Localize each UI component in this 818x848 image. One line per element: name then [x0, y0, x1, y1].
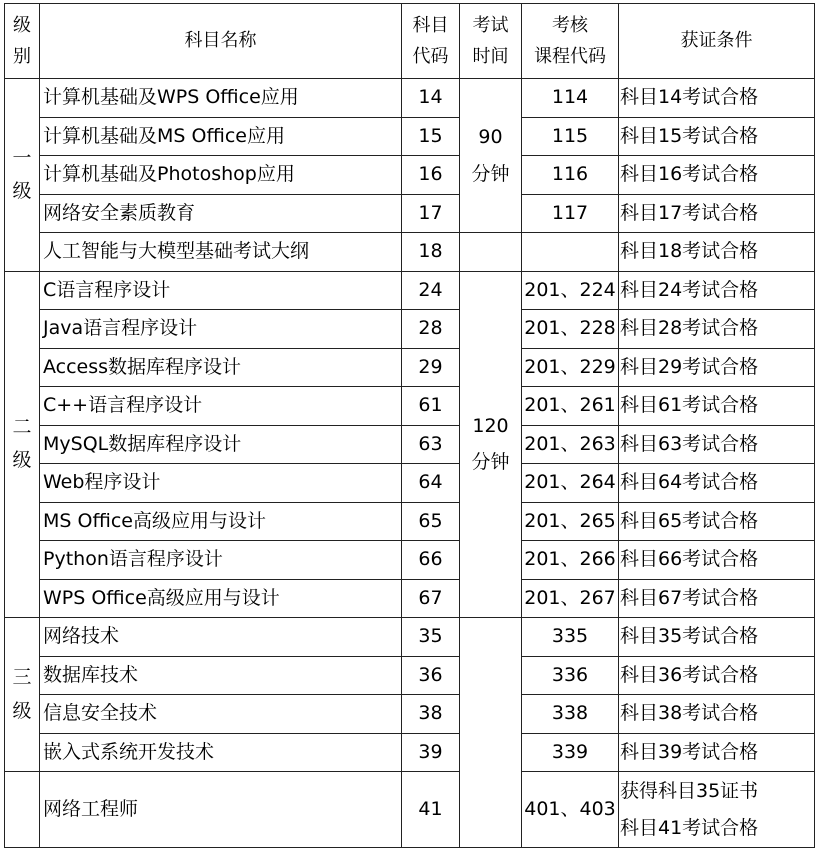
table-row: [5, 425, 815, 464]
subject-code: 64: [402, 464, 460, 503]
table-row: [5, 348, 815, 387]
certificate-condition: 科目64考试合格: [619, 464, 815, 503]
subject-code: 36: [402, 656, 460, 695]
subject-name: MS Office高级应用与设计: [40, 502, 402, 541]
course-code: 401、403: [522, 772, 619, 848]
subject-code: 24: [402, 271, 460, 310]
subject-code: 14: [402, 79, 460, 118]
subject-name: Web程序设计: [40, 464, 402, 503]
header-subject-name: 科目名称: [40, 4, 402, 79]
header-exam-time: 考试 时间: [460, 4, 522, 79]
certificate-condition: 科目28考试合格: [619, 310, 815, 349]
course-code: 201、264: [522, 464, 619, 503]
course-code: 114: [522, 79, 619, 118]
header-row: [5, 4, 815, 79]
subject-name: C++语言程序设计: [40, 387, 402, 426]
course-code: 117: [522, 194, 619, 233]
course-code: 201、228: [522, 310, 619, 349]
subject-name: WPS Office高级应用与设计: [40, 579, 402, 618]
table-row: [5, 79, 815, 118]
subject-name: Access数据库程序设计: [40, 348, 402, 387]
subject-name: 网络技术: [40, 618, 402, 657]
exam-time-cell-3: [460, 618, 522, 848]
table-row: [5, 156, 815, 195]
header-subject-code: 科目 代码: [402, 4, 460, 79]
course-code: 201、267: [522, 579, 619, 618]
subject-name: 人工智能与大模型基础考试大纲: [40, 233, 402, 272]
course-code: 339: [522, 733, 619, 772]
table-row: [5, 695, 815, 734]
subject-name: 数据库技术: [40, 656, 402, 695]
certificate-condition: 科目63考试合格: [619, 425, 815, 464]
course-code: 201、263: [522, 425, 619, 464]
course-code: [522, 233, 619, 272]
subject-code: 61: [402, 387, 460, 426]
course-code: 338: [522, 695, 619, 734]
subject-code: 15: [402, 117, 460, 156]
course-code: 201、224: [522, 271, 619, 310]
subject-name: C语言程序设计: [40, 271, 402, 310]
subject-name: Python语言程序设计: [40, 541, 402, 580]
table-row: [5, 310, 815, 349]
subject-code: 17: [402, 194, 460, 233]
subject-code: 38: [402, 695, 460, 734]
subject-code: 16: [402, 156, 460, 195]
table-row: [5, 579, 815, 618]
table-row: [5, 733, 815, 772]
table-row: [5, 772, 815, 848]
certificate-condition: 科目61考试合格: [619, 387, 815, 426]
course-code: 201、229: [522, 348, 619, 387]
subject-name: 计算机基础及WPS Office应用: [40, 79, 402, 118]
table-row: [5, 464, 815, 503]
course-code: 336: [522, 656, 619, 695]
level-cell-1: 一 级: [5, 79, 40, 272]
subject-name: Java语言程序设计: [40, 310, 402, 349]
certificate-condition: 科目16考试合格: [619, 156, 815, 195]
exam-time-empty: [460, 233, 522, 272]
subject-name: 计算机基础及MS Office应用: [40, 117, 402, 156]
course-code: 115: [522, 117, 619, 156]
course-code: 116: [522, 156, 619, 195]
subject-name: 嵌入式系统开发技术: [40, 733, 402, 772]
certificate-condition: 科目36考试合格: [619, 656, 815, 695]
certificate-condition: 科目14考试合格: [619, 79, 815, 118]
subject-code: 35: [402, 618, 460, 657]
table-row: [5, 618, 815, 657]
exam-time-cell-2: 120 分钟: [460, 271, 522, 618]
subject-name: 网络工程师: [40, 772, 402, 848]
subject-name: MySQL数据库程序设计: [40, 425, 402, 464]
subject-name: 信息安全技术: [40, 695, 402, 734]
level-cell-4: [5, 772, 40, 848]
certificate-condition: 科目29考试合格: [619, 348, 815, 387]
subject-code: 65: [402, 502, 460, 541]
certificate-condition: 科目35考试合格: [619, 618, 815, 657]
subject-name: 网络安全素质教育: [40, 194, 402, 233]
certificate-condition: 科目66考试合格: [619, 541, 815, 580]
level-cell-2: 二 级: [5, 271, 40, 618]
certificate-condition: 科目38考试合格: [619, 695, 815, 734]
certificate-condition: 获得科目35证书 科目41考试合格: [619, 772, 815, 848]
subject-code: 18: [402, 233, 460, 272]
certificate-condition: 科目39考试合格: [619, 733, 815, 772]
table-row: [5, 271, 815, 310]
subject-code: 66: [402, 541, 460, 580]
header-level: 级 别: [5, 4, 40, 79]
table-row: [5, 656, 815, 695]
certificate-condition: 科目24考试合格: [619, 271, 815, 310]
certificate-condition: 科目67考试合格: [619, 579, 815, 618]
subject-code: 41: [402, 772, 460, 848]
certificate-condition: 科目17考试合格: [619, 194, 815, 233]
exam-time-cell-1: 90 分钟: [460, 79, 522, 233]
course-code: 201、265: [522, 502, 619, 541]
table-row: [5, 502, 815, 541]
subject-code: 39: [402, 733, 460, 772]
exam-subjects-table: [4, 3, 815, 848]
header-course-code: 考核 课程代码: [522, 4, 619, 79]
certificate-condition: 科目18考试合格: [619, 233, 815, 272]
course-code: 201、266: [522, 541, 619, 580]
certificate-condition: 科目15考试合格: [619, 117, 815, 156]
subject-code: 63: [402, 425, 460, 464]
subject-code: 29: [402, 348, 460, 387]
subject-code: 28: [402, 310, 460, 349]
table-row: [5, 233, 815, 272]
table-row: [5, 194, 815, 233]
table-row: [5, 541, 815, 580]
header-certificate-condition: 获证条件: [619, 4, 815, 79]
subject-name: 计算机基础及Photoshop应用: [40, 156, 402, 195]
course-code: 335: [522, 618, 619, 657]
level-cell-3: 三 级: [5, 618, 40, 772]
subject-code: 67: [402, 579, 460, 618]
table-row: [5, 387, 815, 426]
course-code: 201、261: [522, 387, 619, 426]
table-row: [5, 117, 815, 156]
certificate-condition: 科目65考试合格: [619, 502, 815, 541]
